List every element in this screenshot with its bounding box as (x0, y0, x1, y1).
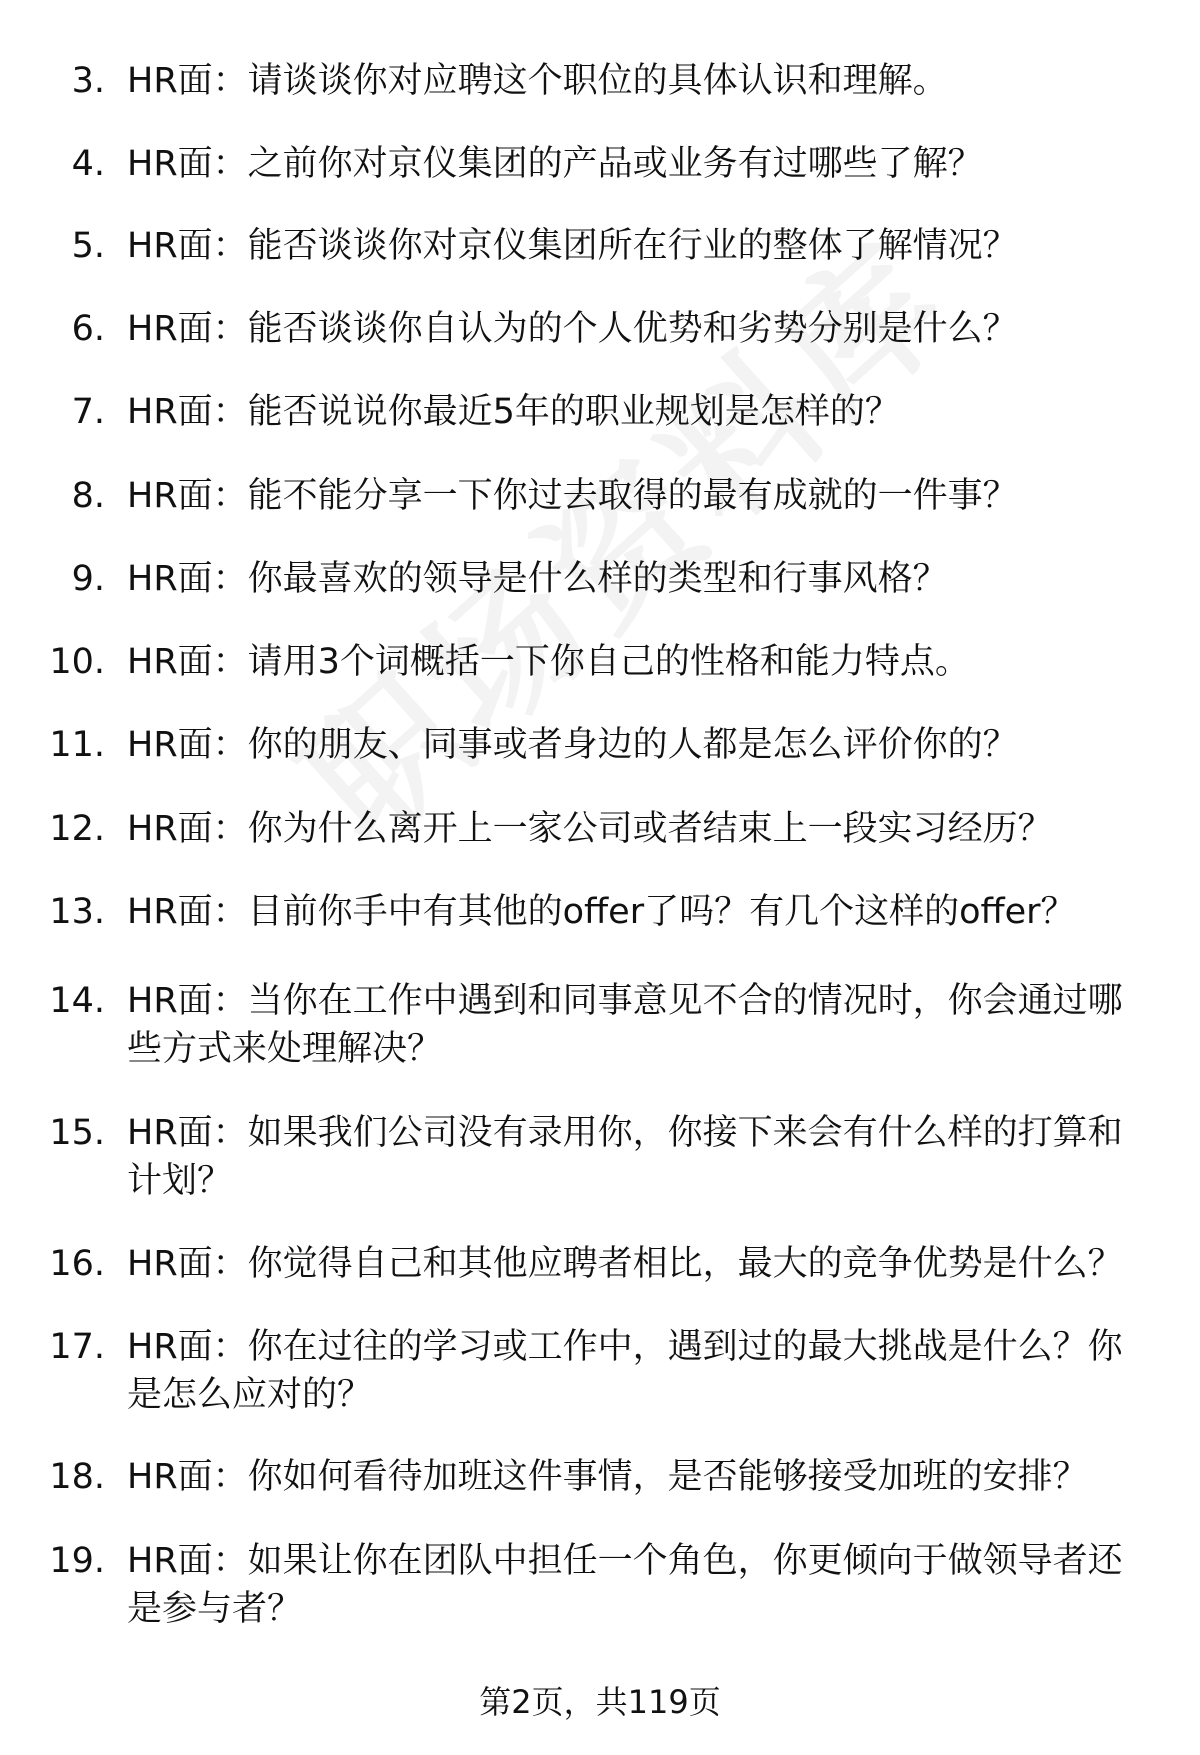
item-text: HR面：如果我们公司没有录用你，你接下来会有什么样的打算和计划？ (127, 1113, 1123, 1201)
item-number: 10. (49, 642, 105, 682)
item-number: 3. (71, 61, 105, 101)
item-number: 17. (49, 1327, 105, 1367)
item-number: 14. (49, 981, 105, 1021)
item-number: 9. (71, 559, 105, 599)
item-text: HR面：请用3个词概括一下你自己的性格和能力特点。 (127, 642, 970, 682)
item-number: 4. (71, 144, 105, 184)
item-number: 11. (49, 725, 105, 765)
item-text: HR面：能不能分享一下你过去取得的最有成就的一件事？ (127, 476, 1018, 516)
item-text: HR面：你为什么离开上一家公司或者结束上一段实习经历？ (127, 809, 1053, 849)
item-text: HR面：你最喜欢的领导是什么样的类型和行事风格？ (127, 559, 948, 599)
item-number: 13. (49, 892, 105, 932)
item-text: HR面：你如何看待加班这件事情，是否能够接受加班的安排？ (127, 1457, 1088, 1497)
item-text: HR面：能否谈谈你对京仪集团所在行业的整体了解情况？ (127, 226, 1018, 266)
item-text: HR面：你觉得自己和其他应聘者相比，最大的竞争优势是什么？ (127, 1244, 1123, 1284)
item-text: HR面：请谈谈你对应聘这个职位的具体认识和理解。 (127, 61, 948, 101)
watermark (250, 185, 989, 881)
page-footer: 第2页，共119页 (479, 1683, 721, 1721)
item-number: 15. (49, 1113, 105, 1153)
item-number: 7. (71, 392, 105, 432)
item-text: HR面：能否谈谈你自认为的个人优势和劣势分别是什么？ (127, 309, 1018, 349)
item-number: 19. (49, 1541, 105, 1581)
item-text: HR面：目前你手中有其他的offer了吗？有几个这样的offer？ (127, 892, 1076, 932)
item-text: HR面：当你在工作中遇到和同事意见不合的情况时，你会通过哪些方式来处理解决？ (127, 981, 1123, 1069)
item-number: 18. (49, 1457, 105, 1497)
item-text: HR面：你在过往的学习或工作中，遇到过的最大挑战是什么？你是怎么应对的？ (127, 1327, 1123, 1415)
item-text: HR面：你的朋友、同事或者身边的人都是怎么评价你的？ (127, 725, 1018, 765)
item-number: 12. (49, 809, 105, 849)
item-number: 6. (71, 309, 105, 349)
item-number: 5. (71, 226, 105, 266)
item-number: 8. (71, 476, 105, 516)
item-number: 16. (49, 1244, 105, 1284)
item-text: HR面：能否说说你最近5年的职业规划是怎样的？ (127, 392, 900, 432)
item-text: HR面：之前你对京仪集团的产品或业务有过哪些了解？ (127, 144, 983, 184)
item-text: HR面：如果让你在团队中担任一个角色，你更倾向于做领导者还是参与者？ (127, 1541, 1123, 1629)
